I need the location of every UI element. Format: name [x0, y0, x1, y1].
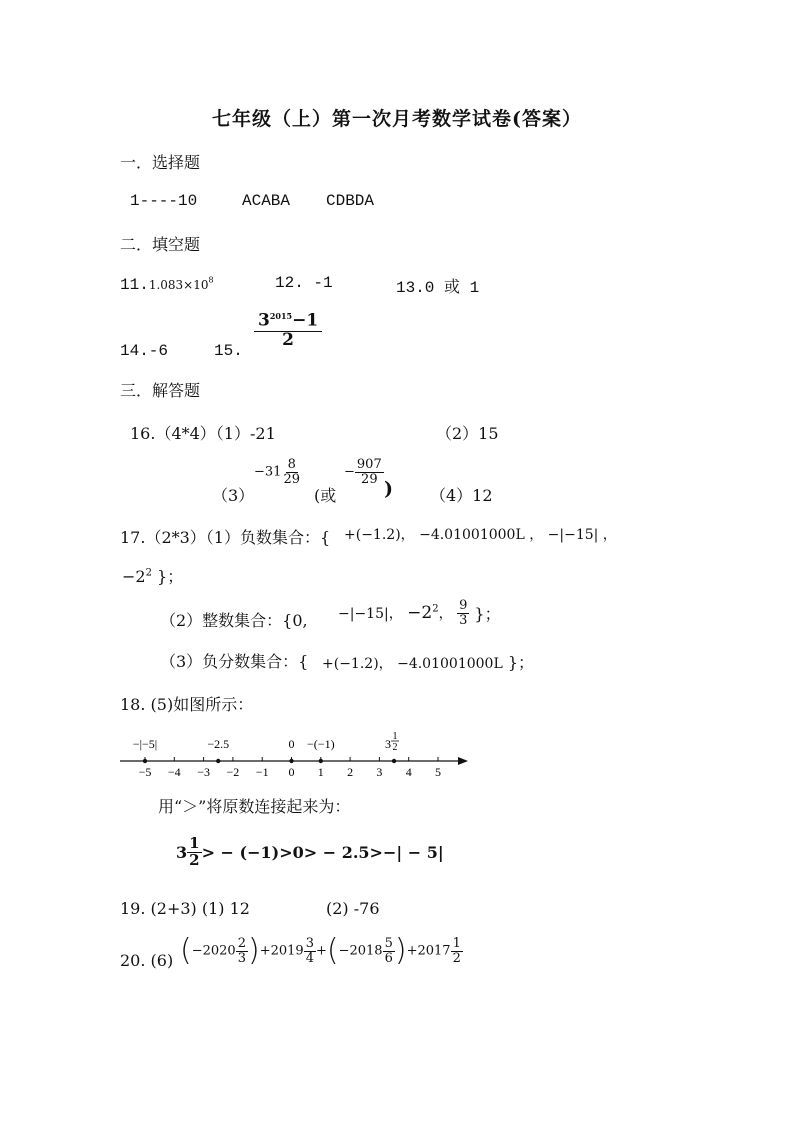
- q20-paren-open-1: (: [180, 933, 192, 968]
- tick-label: −2: [226, 765, 240, 779]
- q17-power-base: −2: [122, 567, 146, 586]
- point-label: 0: [288, 737, 295, 751]
- q16-part3-label: （3）: [212, 486, 255, 505]
- point-label: −|−5|: [132, 737, 158, 751]
- q17-part2-power: [407, 603, 438, 623]
- tick-label: 2: [347, 765, 354, 779]
- number-line-point: [143, 759, 147, 763]
- q16-part3-num: 8: [287, 457, 296, 472]
- q17-part1-items: +(−1.2)， −4.01001000L ， −|−15| ，: [344, 527, 617, 543]
- q20-paren-open-2: (: [326, 933, 339, 968]
- q17-part1-continued: [122, 564, 183, 587]
- q17-power-exp: 2: [145, 567, 152, 579]
- q18-ineq-whole: 3: [176, 842, 188, 862]
- q18-ineq-den: 2: [189, 850, 200, 869]
- number-line-point: [216, 759, 220, 763]
- q17-part2-label: （2）整数集合：{0,: [160, 611, 308, 630]
- q15-minus-one: −1: [292, 310, 319, 331]
- q15-base: 3: [258, 310, 270, 331]
- q17-part2-num: 9: [459, 598, 468, 613]
- q15-denominator: 2: [282, 329, 295, 350]
- q20-paren-close-1: ): [247, 933, 260, 968]
- q16-part3-value: [254, 458, 302, 486]
- q20-t1-num: 2: [237, 935, 246, 951]
- q18-instruction: 用“＞”将原数连接起来为：: [158, 797, 351, 816]
- q17-part1-label: 17.（2*3）（1）负数集合：{: [120, 528, 331, 547]
- q17-part2-power-base: −2: [407, 603, 433, 624]
- q13-answer: 13.0 或 1: [396, 279, 480, 297]
- q20-plus-1: +2019: [259, 943, 304, 959]
- q17-part3-close: }；: [502, 653, 535, 672]
- tick-label: 0: [288, 765, 295, 779]
- q20-t1-den: 3: [237, 950, 246, 966]
- q16-part3-alt-den: 29: [361, 471, 378, 487]
- q20-t3-whole: −2018: [338, 943, 383, 959]
- section-heading-solve: 三．解答题: [120, 381, 201, 400]
- q20-plus-3: +2017: [406, 943, 451, 959]
- tick-label: −5: [138, 765, 152, 779]
- q19-part1: 19. (2+3) (1) 12: [120, 899, 250, 918]
- q17-part3-label: （3）负分数集合：{: [160, 652, 309, 671]
- q16-part3-den: 29: [283, 471, 300, 487]
- q17-part2-items: [338, 599, 501, 627]
- number-line-point: [319, 759, 323, 763]
- q19-part2: (2) -76: [326, 899, 380, 918]
- q20-t4-num: 1: [452, 935, 461, 951]
- tick-label: 3: [376, 765, 383, 779]
- q17-part3-items: [322, 650, 534, 673]
- tick-label: 5: [435, 765, 441, 779]
- q12-answer: 12. -1: [275, 274, 333, 292]
- q20-t1-whole: −2020: [191, 943, 236, 959]
- tick-label: 4: [405, 765, 412, 779]
- q11-answer: [120, 274, 214, 294]
- q16-part3-alt: [344, 458, 384, 486]
- page-title: 七年级（上）第一次月考数学试卷(答案）: [212, 108, 582, 130]
- q18-inequality: [176, 836, 444, 869]
- q20-paren-close-2: ): [394, 933, 407, 968]
- q17-part2-close: }；: [469, 604, 501, 624]
- q20-t2-den: 4: [305, 950, 314, 966]
- tick-label: −3: [197, 765, 210, 779]
- q16-part2: （2）15: [436, 424, 499, 443]
- q11-exponent: 8: [208, 275, 214, 285]
- choice-answers-2: CDBDA: [326, 192, 375, 210]
- q20-t4-den: 2: [452, 950, 461, 966]
- q15-exponent: 2015: [269, 311, 293, 321]
- q17-part3-values: +(−1.2)， −4.01001000L: [322, 656, 503, 672]
- q15-label: 15.: [214, 342, 243, 360]
- q20-label: 20. (6): [120, 951, 174, 970]
- q18-ineq-rest: > − (−1)>0> − 2.5>−| − 5|: [201, 842, 444, 862]
- point-label: 3: [385, 737, 392, 751]
- point-frac-den: 2: [392, 742, 398, 753]
- q16-part1: 16.（4*4）（1）-21: [130, 424, 276, 443]
- q18-label: 18. (5)如图所示：: [120, 695, 254, 714]
- number-line-point: [392, 759, 396, 763]
- q11-label: 11.: [120, 276, 149, 294]
- q16-part3-alt-sign: −: [344, 464, 355, 480]
- q17-part2-den: 3: [459, 612, 468, 628]
- q17-part2-comma: ，: [438, 606, 453, 623]
- point-label: −(−1): [307, 737, 335, 751]
- q20-t2-num: 3: [305, 935, 314, 951]
- q20-t3-den: 6: [384, 950, 393, 966]
- choice-range: 1----10: [130, 192, 198, 210]
- section-heading-fill: 二．填空题: [120, 235, 201, 254]
- q16-part3-or: (或: [314, 486, 337, 505]
- choice-answers-1: ACABA: [242, 192, 291, 210]
- q20-expression: [180, 933, 463, 968]
- q16-part3-alt-num: 907: [356, 457, 382, 472]
- q16-part4: （4）12: [430, 486, 493, 505]
- number-line-point: [289, 759, 293, 763]
- q20-t3-num: 5: [384, 935, 393, 951]
- q17-part2-power-exp: 2: [432, 603, 439, 615]
- q18-ineq-num: 1: [189, 834, 200, 852]
- section-heading-choice: 一．选择题: [120, 153, 201, 172]
- point-label: −2.5: [207, 737, 230, 751]
- tick-label: −4: [167, 765, 181, 779]
- q17-part1-close: }；: [151, 567, 184, 586]
- tick-label: −1: [255, 765, 269, 779]
- q16-part3-whole: −31: [254, 464, 282, 480]
- point-frac-num: 1: [392, 731, 398, 742]
- q14-answer: 14.-6: [120, 342, 169, 360]
- number-line: [116, 728, 476, 780]
- tick-label: 1: [317, 765, 324, 779]
- number-line-arrow: [458, 757, 468, 765]
- q16-part3-close: ): [384, 478, 393, 500]
- q20-plus-2: +: [315, 943, 327, 959]
- q17-part2-abs: −|−15|，: [338, 606, 403, 623]
- q15-fraction: [254, 312, 322, 349]
- q11-value: 1.083×10: [148, 278, 209, 292]
